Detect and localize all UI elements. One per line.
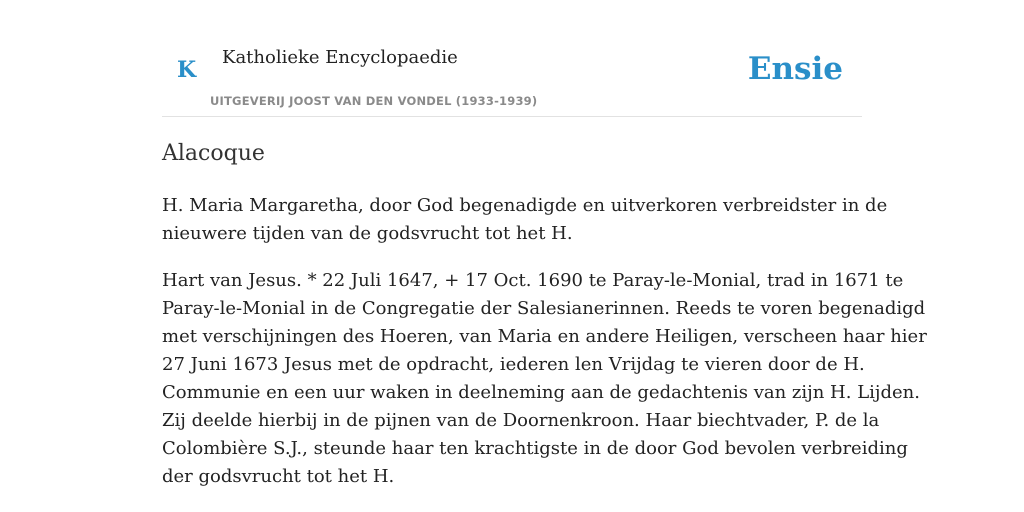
paragraph-line: Hart van Jesus. * 22 Juli 1647, + 17 Oct. 1690 te Paray-le-Monial, trad in 1671 te: [162, 270, 904, 291]
paragraph-line: H. Maria Margaretha, door God begenadigde en uitverkoren verbreidster in de: [162, 195, 888, 216]
ensie-brand-logo[interactable]: Ensie: [747, 51, 843, 87]
logo-k-icon[interactable]: K: [177, 57, 197, 83]
paragraph-line: Paray-le-Monial in de Congregatie der Salesianerinnen. Reeds te voren begenadigd: [162, 298, 926, 319]
paragraph-line: nieuwere tijden van de godsvrucht tot het H.: [162, 223, 573, 244]
paragraph-line: Communie en een uur waken in deelneming aan de gedachtenis van zijn H. Lijden.: [162, 382, 920, 403]
paragraph-line: der godsvrucht tot het H.: [162, 466, 395, 487]
paragraph-line: 27 Juni 1673 Jesus met de opdracht, iederen len Vrijdag te vieren door de H.: [162, 354, 865, 375]
paragraph-line: met verschijningen des Hoeren, van Maria en andere Heiligen, verscheen haar hier: [162, 326, 927, 347]
article-heading: Alacoque: [162, 141, 265, 166]
paragraph-line: Zij deelde hierbij in de pijnen van de Doornenkroon. Haar biechtvader, P. de la: [162, 410, 880, 431]
article-paragraph: [162, 192, 888, 248]
encyclopedia-title[interactable]: Katholieke Encyclopaedie: [222, 47, 458, 68]
paragraph-line: Colombière S.J., steunde haar ten krachtigste in de door God bevolen verbreiding: [162, 438, 908, 459]
article-paragraph: [162, 267, 927, 491]
site-header: [162, 0, 862, 117]
article: [162, 138, 927, 491]
publisher-subtitle: UITGEVERIJ JOOST VAN DEN VONDEL (1933-1939): [210, 94, 538, 108]
